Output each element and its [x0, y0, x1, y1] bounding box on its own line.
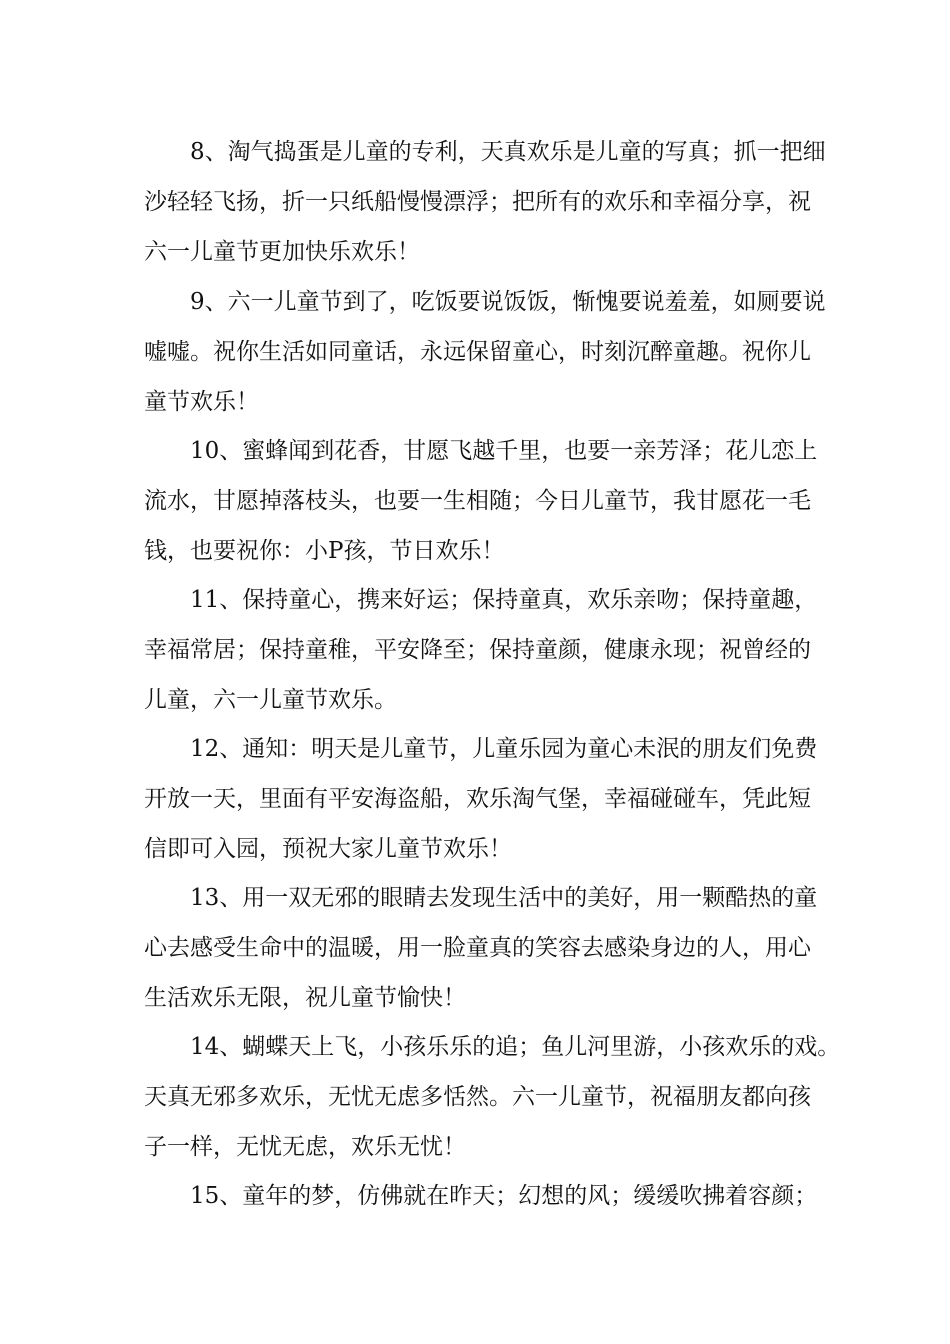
text-line: 沙轻轻飞扬，折一只纸船慢慢漂浮；把所有的欢乐和幸福分享，祝 [144, 189, 811, 215]
text-line: 15、童年的梦，仿佛就在昨天；幻想的风；缓缓吹拂着容颜； [190, 1183, 818, 1209]
text-line: 幸福常居；保持童稚，平安降至；保持童颜，健康永现；祝曾经的 [144, 637, 811, 663]
text-line: 六一儿童节更加快乐欢乐！ [144, 239, 420, 265]
text-line: 10、蜜蜂闻到花香，甘愿飞越千里，也要一亲芳泽；花儿恋上 [190, 438, 818, 464]
paragraph-11 [144, 575, 834, 725]
text-line: 钱，也要祝你：小P孩，节日欢乐！ [144, 538, 505, 564]
text-line: 流水，甘愿掉落枝头，也要一生相随；今日儿童节，我甘愿花一毛 [144, 488, 811, 514]
text-line: 14、蝴蝶天上飞，小孩乐乐的追；鱼儿河里游，小孩欢乐的戏。 [190, 1034, 841, 1060]
text-line: 信即可入园，预祝大家儿童节欢乐！ [144, 836, 512, 862]
paragraph-15 [144, 1171, 834, 1221]
text-line: 心去感受生命中的温暖，用一脸童真的笑容去感染身边的人，用心 [144, 935, 811, 961]
paragraph-13 [144, 873, 834, 1023]
text-line: 12、通知：明天是儿童节，儿童乐园为童心未泯的朋友们免费 [190, 736, 818, 762]
text-line: 生活欢乐无限，祝儿童节愉快！ [144, 985, 466, 1011]
paragraph-9 [144, 277, 834, 427]
text-line: 儿童，六一儿童节欢乐。 [144, 687, 397, 713]
text-line: 8、淘气捣蛋是儿童的专利，天真欢乐是儿童的写真；抓一把细 [190, 139, 826, 165]
text-line: 13、用一双无邪的眼睛去发现生活中的美好，用一颗酷热的童 [190, 885, 818, 911]
text-line: 子一样，无忧无虑，欢乐无忧！ [144, 1134, 466, 1160]
text-line: 童节欢乐！ [144, 389, 259, 415]
paragraph-8 [144, 127, 834, 277]
text-line: 嘘嘘。祝你生活如同童话，永远保留童心，时刻沉醉童趣。祝你儿 [144, 339, 811, 365]
paragraph-12 [144, 724, 834, 874]
text-line: 开放一天，里面有平安海盗船，欢乐淘气堡，幸福碰碰车，凭此短 [144, 786, 811, 812]
paragraph-14 [144, 1022, 841, 1172]
text-line: 11、保持童心，携来好运；保持童真，欢乐亲吻；保持童趣， [190, 587, 818, 613]
text-line: 天真无邪多欢乐，无忧无虑多恬然。六一儿童节，祝福朋友都向孩 [144, 1084, 811, 1110]
paragraph-10 [144, 426, 834, 576]
text-line: 9、六一儿童节到了，吃饭要说饭饭，惭愧要说羞羞，如厕要说 [190, 289, 826, 315]
